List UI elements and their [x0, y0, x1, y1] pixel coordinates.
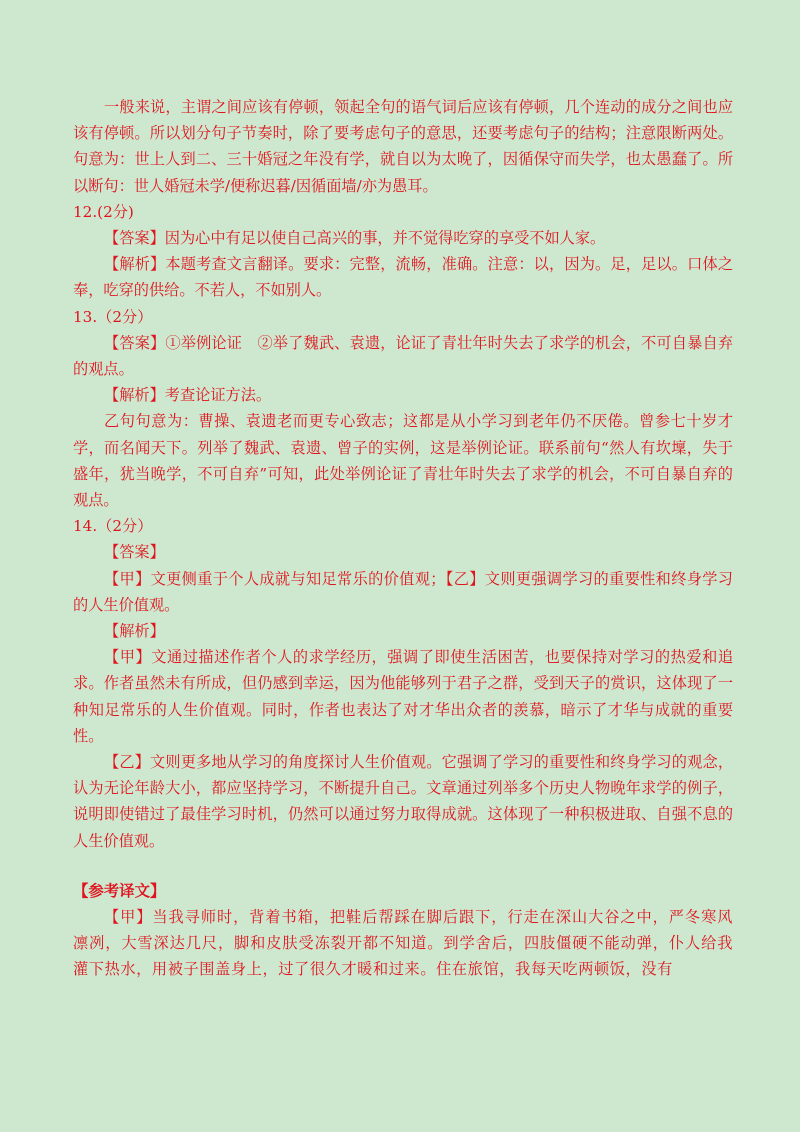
question-12-number: 12.(2分): [73, 202, 134, 221]
question-14-number: 14.（2分）: [73, 517, 153, 536]
document-body: [73, 94, 733, 983]
question-14-answer-label: 【答案】: [104, 543, 165, 562]
question-14-analysis-a: 【甲】文通过描述作者个人的求学经历，强调了即使生活困苦，也要保持对学习的热爱和追求。作者虽然未有所成，但仍感到幸运，因为他能够列于君子之群，受到天子的赏识，这体现了一种知足常乐的人生价值观。同时，作者也表达了对才华出众者的羡慕，暗示了才华与成就的重要性。: [73, 648, 733, 745]
question-13-number: 13.（2分）: [73, 307, 153, 326]
question-12-answer: 【答案】因为心中有足以使自己高兴的事，并不觉得吃穿的享受不如人家。: [104, 229, 606, 248]
question-12-analysis: 【解析】本题考查文言翻译。要求：完整，流畅，准确。注意：以，因为。足，足以。口体之奉，吃穿的供给。不若人，不如别人。: [73, 255, 733, 300]
question-14-analysis-label: 【解析】: [104, 622, 165, 641]
question-14-answer: 【甲】文更侧重于个人成就与知足常乐的价值观；【乙】文则更强调学习的重要性和终身学习的人生价值观。: [73, 569, 733, 614]
question-13-analysis: 【解析】考查论证方法。: [104, 386, 272, 405]
question-13-answer: 【答案】①举例论证 ②举了魏武、袁遗，论证了青壮年时失去了求学的机会，不可自暴自弃的观点。: [73, 333, 733, 379]
translation-title: 【参考译文】: [73, 881, 166, 900]
translation-paragraph: 【甲】当我寻师时，背着书箱，把鞋后帮踩在脚后跟下，行走在深山大谷之中，严冬寒风凛冽，大雪深达几尺，脚和皮肤受冻裂开都不知道。到学舍后，四肢僵硬不能动弹，仆人给我灌下热水，用被子围盖身上，过了很久才暖和过来。住在旅馆，我每天吃两顿饭，没有: [73, 907, 733, 979]
question-14-analysis-b: 【乙】文则更多地从学习的角度探讨人生价值观。它强调了学习的重要性和终身学习的观念，认为无论年龄大小，都应坚持学习，不断提升自己。文章通过列举多个历史人物晚年求学的例子，说明即使错过了最佳学习时机，仍然可以通过努力取得成就。这体现了一种积极进取、自强不息的人生价值观。: [73, 753, 733, 850]
question-13-detail: 乙句句意为：曹操、袁遗老而更专心致志；这都是从小学习到老年仍不厌倦。曾参七十岁才学，而名闻天下。列举了魏武、袁遗、曾子的实例，这是举例论证。联系前句“然人有坎壈，失于盛年，犹当晚学，不可自弃”可知，此处举例论证了青壮年时失去了求学的机会，不可自暴自弃的观点。: [73, 412, 733, 510]
section-spacer: [73, 854, 733, 878]
previous-answer-paragraph: 一般来说，主谓之间应该有停顿，领起全句的语气词后应该有停顿，几个连动的成分之间也应该有停顿。所以划分句子节奏时，除了要考虑句子的意思，还要考虑句子的结构；注意限断两处。句意为：世上人到二、三十婚冠之年没有学，就自以为太晚了，因循保守而失学，也太愚蠢了。所以断句：世人婚冠未学/便称迟暮/因循面墙/亦为愚耳。: [73, 98, 733, 195]
